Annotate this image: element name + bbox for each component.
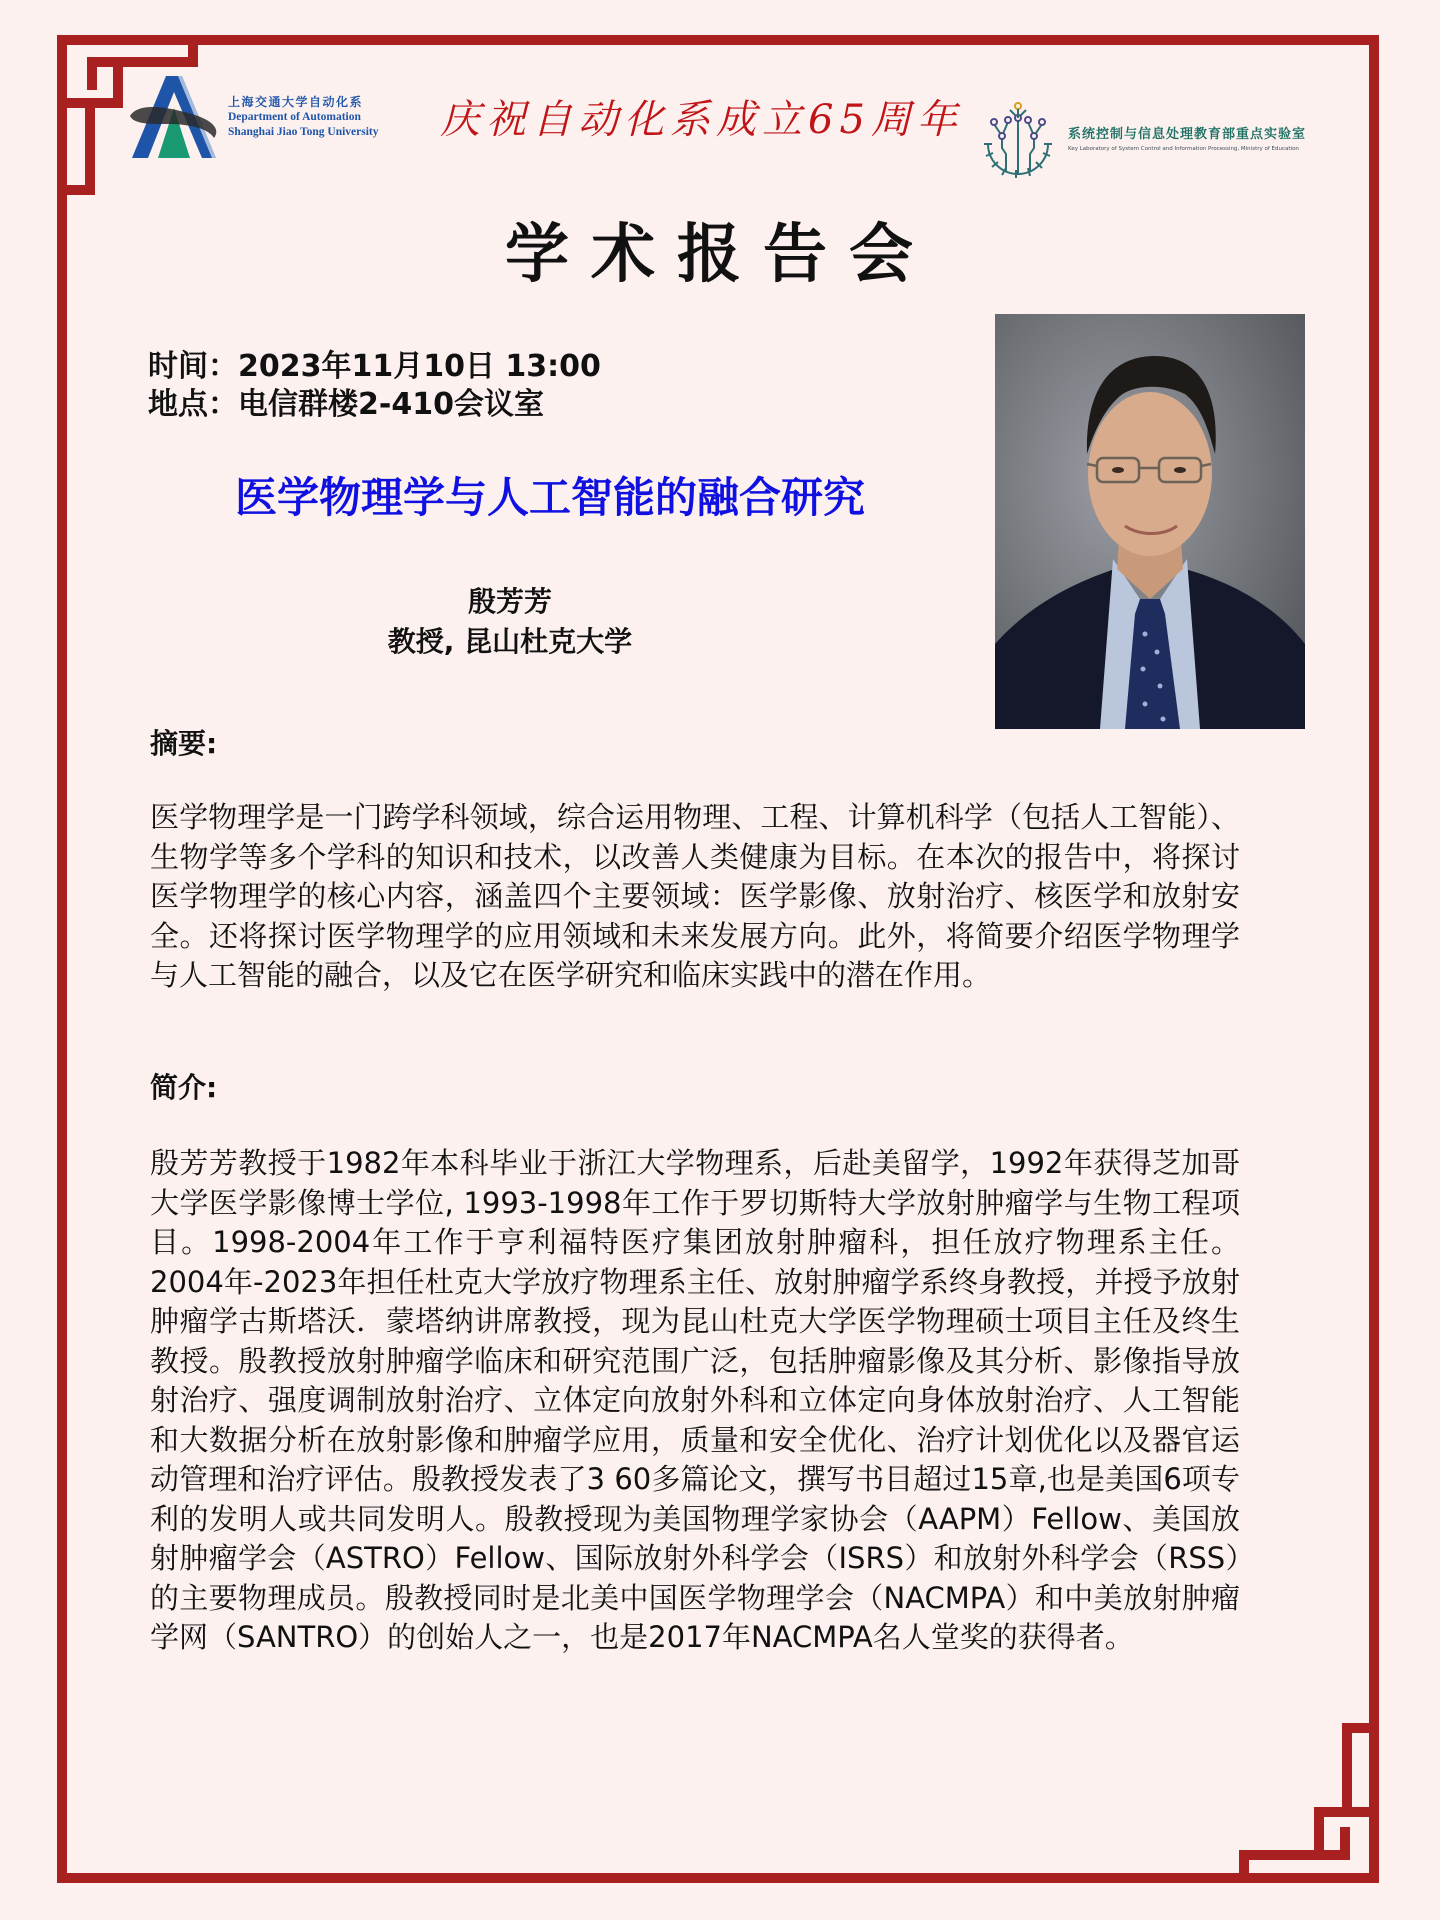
location-label: 地点： [148,387,238,422]
anniversary-banner: 庆祝自动化系成立65周年 [440,97,963,143]
bio-text: 殷芳芳教授于1982年本科毕业于浙江大学物理系，后赴美留学，1992年获得芝加哥大学医学影像博士学位, 1993-1998年工作于罗切斯特大学放射肿瘤学与生物工程项目。1998-2004年工作于亨利福特医疗集团放射肿瘤科，担任放疗物理系主任。2004年-2023年担任杜克大学放疗物理系主任、放射肿瘤学系终身教授，并授予放射肿瘤学古斯塔沃．蒙塔纳讲席教授，现为昆山杜克大学医学物理硕士项目主任及终生教授。殷教授放射肿瘤学临床和研究范围广泛，包括肿瘤影像及其分析、影像指导放射治疗、强度调制放射治疗、立体定向放射外科和立体定向身体放射治疗、人工智能和大数据分析在放射影像和肿瘤学应用，质量和安全优化、治疗计划优化以及器官运动管理和治疗评估。殷教授发表了3 60多篇论文，撰写书目超过15章,也是美国6项专利的发明人或共同发明人。殷教授现为美国物理学家协会（AAPM）Fellow、美国放射肿瘤学会（ASTRO）Fellow、国际放射外科学会（ISRS）和放射外科学会（RSS）的主要物理成员。殷教授同时是北美中国医学物理学会（NACMPA）和中美放射肿瘤学网（SANTRO）的创始人之一，也是2017年NACMPA名人堂奖的获得者。 [150,1146,1240,1654]
sjtu-name-cn: 上海交通大学自动化系 [228,94,364,109]
time-label: 时间： [148,349,238,384]
key-lab-logo [978,95,1378,185]
talk-title: 医学物理学与人工智能的融合研究 [234,473,865,522]
sjtu-a-emblem-icon [128,72,224,162]
portrait-illustration [995,314,1305,729]
lab-name-cn: 系统控制与信息处理教育部重点实验室 [1068,127,1307,142]
sjtu-name-en-1: Department of Automation [228,110,361,123]
speaker-portrait [995,314,1305,729]
gear-circuit-icon [978,98,1058,182]
lab-name-en: Key Laboratory of System Control and Information Processing, Ministry of Education [1068,146,1299,152]
sjtu-automation-logo [128,72,428,162]
event-info [148,348,601,424]
speaker-affiliation: 教授, 昆山杜克大学 [387,625,633,658]
event-location [148,386,601,424]
event-time [148,348,601,386]
abstract-heading: 摘要: [150,727,218,760]
location-value: 电信群楼2-410会议室 [238,387,544,422]
time-value: 2023年11月10日 13:00 [238,349,601,384]
poster-title: 学术报告会 [505,217,935,292]
speaker-block [300,582,720,662]
speaker-name: 殷芳芳 [467,585,552,618]
bio-heading: 简介: [150,1071,218,1104]
sjtu-name-en-2: Shanghai Jiao Tong University [228,125,379,138]
abstract-text: 医学物理学是一门跨学科领域，综合运用物理、工程、计算机科学（包括人工智能）、生物学等多个学科的知识和技术，以改善人类健康为目标。在本次的报告中，将探讨医学物理学的核心内容，涵盖四个主要领域：医学影像、放射治疗、核医学和放射安全。还将探讨医学物理学的应用领域和未来发展方向。此外，将简要介绍医学物理学与人工智能的融合，以及它在医学研究和临床实践中的潜在作用。 [150,800,1240,992]
